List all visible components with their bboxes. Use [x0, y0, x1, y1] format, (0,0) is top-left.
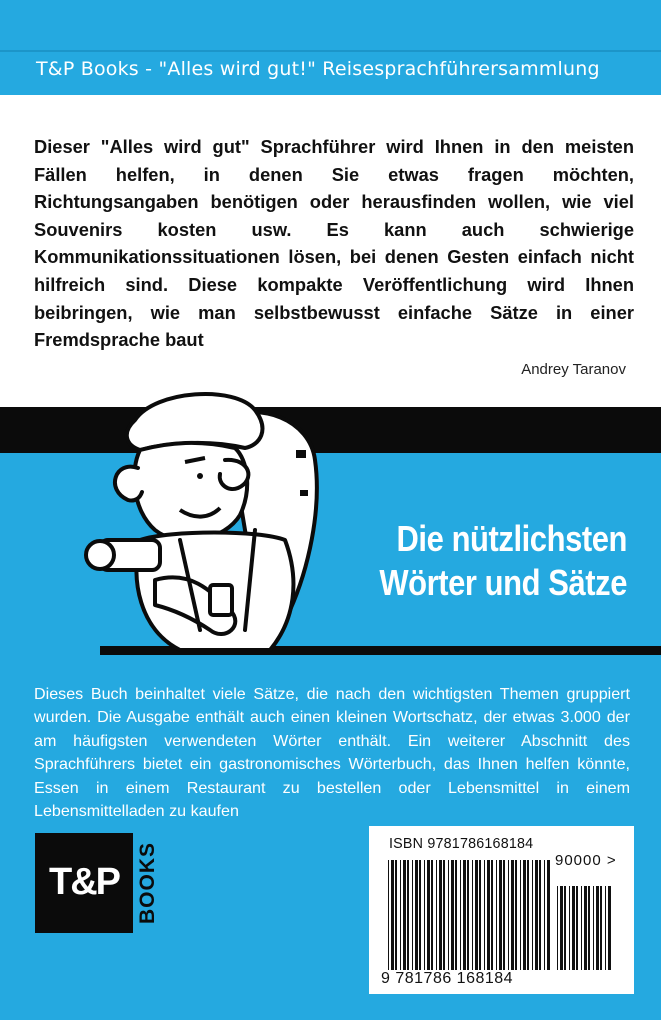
- barcode-bar: [431, 860, 433, 970]
- barcode-bar: [391, 860, 394, 970]
- logo-books-text: BOOKS: [136, 841, 159, 925]
- headline-line-1: Die nützlichsten: [396, 518, 627, 559]
- series-title: T&P Books - "Alles wird gut!" Reisesprachführersammlung: [36, 58, 600, 80]
- barcode-bar: [415, 860, 418, 970]
- barcode-bar: [455, 860, 457, 970]
- barcode-bar: [544, 860, 545, 970]
- barcode-bar: [596, 886, 599, 970]
- barcode-bar: [419, 860, 421, 970]
- barcode-bar: [472, 860, 473, 970]
- barcode-bar: [487, 860, 490, 970]
- barcode-bar: [532, 860, 533, 970]
- barcode-bar: [600, 886, 602, 970]
- isbn-barcode: [369, 826, 634, 994]
- barcode-bar: [569, 886, 570, 970]
- barcode-bar: [572, 886, 575, 970]
- barcode-bar: [547, 860, 550, 970]
- barcode-bar: [605, 886, 606, 970]
- barcode-bar: [581, 886, 582, 970]
- barcode-bar: [539, 860, 541, 970]
- barcode-bar: [407, 860, 409, 970]
- barcode-bar: [503, 860, 505, 970]
- top-blue-band: [0, 0, 661, 52]
- barcode-bars: [386, 850, 552, 970]
- barcode-digits: 9 781786 168184: [381, 970, 514, 987]
- tp-books-logo: [35, 833, 163, 933]
- barcode-bar: [564, 886, 566, 970]
- barcode-bar: [451, 860, 454, 970]
- intro-text: Dieser "Alles wird gut" Sprachführer wird Ihnen in den meisten Fällen helfen, in denen Sie etwas fragen möchten, Richtungsangaben benötigen oder herausfinden wollen, wie viel Souvenirs kosten usw. Es kann auch schwierige Kommunikationssituationen lösen, bei denen Gesten einfach nicht hilfreich sind. Diese kompakte Veröffentlichung wird Ihnen beibringen, wie man selbstbewusst einfache Sätze in einer Fremdsprache baut: [34, 136, 634, 351]
- barcode-bar: [463, 860, 466, 970]
- barcode-bar: [593, 886, 594, 970]
- book-description: Dieses Buch beinhaltet viele Sätze, die nach den wichtigsten Themen gruppiert wurden. Die Ausgabe enthält auch einen kleinen Wortschatz, der etwas 3.000 der am häufigsten verwendeten Wörter enthält. Ein weiterer Abschnitt des Sprachführers bietet ein gastronomisches Wörterbuch, das Ihnen helfen könnte, Essen in einem Restaurant zu bestellen oder Lebensmittel in einem Lebensmittelladen zu kaufen: [34, 685, 630, 821]
- barcode-bar: [484, 860, 485, 970]
- barcode-bar: [499, 860, 502, 970]
- barcode-bar: [515, 860, 517, 970]
- barcode-bar: [424, 860, 425, 970]
- barcode-bar: [448, 860, 449, 970]
- barcode-bar: [496, 860, 497, 970]
- logo-main-text: T&P: [49, 861, 119, 903]
- barcode-bar: [520, 860, 521, 970]
- barcode-bar: [491, 860, 493, 970]
- barcode-bar: [584, 886, 587, 970]
- traveler-mascot-illustration: [60, 380, 360, 670]
- barcode-bar: [475, 860, 478, 970]
- barcode-bar: [560, 886, 563, 970]
- barcode-bar: [508, 860, 509, 970]
- barcode-bar: [557, 886, 558, 970]
- barcode-bar: [427, 860, 430, 970]
- isbn-label: ISBN 9781786168184: [389, 836, 534, 852]
- headline: [379, 517, 627, 605]
- barcode-bar: [400, 860, 401, 970]
- barcode-bar: [535, 860, 538, 970]
- barcode-bar: [511, 860, 514, 970]
- barcode-bar: [395, 860, 397, 970]
- barcode-bar: [576, 886, 578, 970]
- barcode-bar: [608, 886, 611, 970]
- price-code: 90000 >: [555, 852, 617, 869]
- barcode-bar: [412, 860, 413, 970]
- barcode-bar: [460, 860, 461, 970]
- author-name: Andrey Taranov: [521, 361, 626, 378]
- barcode-bar: [527, 860, 529, 970]
- barcode-bar: [443, 860, 445, 970]
- barcode-bar: [439, 860, 442, 970]
- barcode-bar: [388, 860, 389, 970]
- barcode-bar: [588, 886, 590, 970]
- barcode-bar: [479, 860, 481, 970]
- barcode-bar: [467, 860, 469, 970]
- barcode-bar: [403, 860, 406, 970]
- addon-barcode-bars: [555, 876, 615, 970]
- headline-line-2: Wörter und Sätze: [379, 562, 627, 603]
- barcode-bar: [523, 860, 526, 970]
- barcode-bar: [436, 860, 437, 970]
